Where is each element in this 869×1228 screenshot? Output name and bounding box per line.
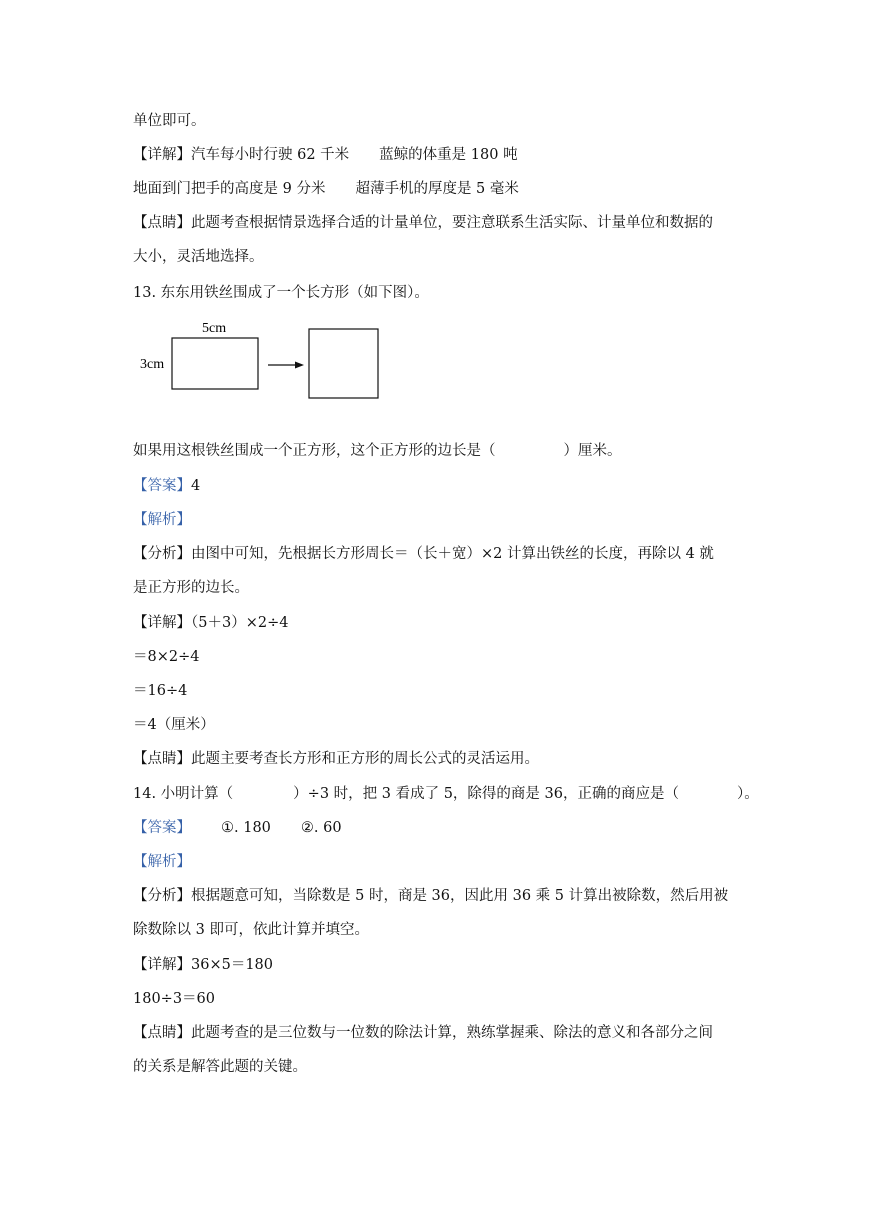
analysis-13-line-2: 是正方形的边长。	[133, 580, 249, 596]
question-14-end: ）。	[737, 786, 759, 802]
question-14-start: 14. 小明计算（	[133, 786, 234, 802]
rectangle-to-square-figure	[138, 318, 388, 404]
height-label: 3cm	[140, 357, 165, 372]
analysis-heading-14: 【解析】	[133, 854, 191, 870]
calc-14-step-2: 180÷3＝60	[133, 991, 216, 1007]
text-line: 单位即可。	[133, 113, 206, 129]
question-13-blank-line	[133, 441, 622, 461]
analysis-heading-13: 【解析】	[133, 512, 191, 528]
question-14-middle: ）÷3 时，把 3 看成了 5，除得的商是 36，正确的商应是（	[293, 786, 679, 802]
calc-13-step-2: ＝8×2÷4	[133, 649, 200, 665]
detail-line-1	[133, 145, 518, 165]
question-14	[133, 784, 759, 804]
answer-value: 4	[191, 478, 201, 494]
rectangle-shape	[172, 338, 258, 389]
arrow-head-icon	[295, 362, 304, 369]
analysis-14-line-2: 除数除以 3 即可，依此计算并填空。	[133, 922, 369, 938]
remark-14-line-1: 【点睛】此题考查的是三位数与一位数的除法计算，熟练掌握乘、除法的意义和各部分之间	[133, 1025, 713, 1041]
answer-14	[133, 818, 342, 838]
calc-13-step-1: 【详解】（5＋3）×2÷4	[133, 615, 289, 631]
remark-line-1: 【点睛】此题考查根据情景选择合适的计量单位，要注意联系生活实际、计量单位和数据的	[133, 215, 713, 231]
answer-value-2: ②. 60	[300, 820, 342, 836]
question-13-text: 如果用这根铁丝围成一个正方形，这个正方形的边长是（	[133, 443, 496, 459]
remark-13: 【点睛】此题主要考查长方形和正方形的周长公式的灵活运用。	[133, 751, 539, 767]
question-13: 13. 东东用铁丝围成了一个长方形（如下图）。	[133, 285, 429, 301]
detail-whale-weight: 蓝鲸的体重是 180 吨	[379, 147, 518, 163]
calc-13-step-4: ＝4（厘米）	[133, 717, 215, 733]
question-13-unit: ）厘米。	[563, 443, 622, 459]
answer-value-1: ①. 180	[221, 820, 271, 836]
answer-13	[133, 476, 200, 496]
width-label: 5cm	[202, 321, 227, 336]
calc-14-step-1: 【详解】36×5＝180	[133, 957, 274, 973]
detail-phone-thickness: 超薄手机的厚度是 5 毫米	[355, 181, 519, 197]
detail-door-height: 地面到门把手的高度是 9 分米	[133, 181, 326, 197]
square-shape	[309, 329, 378, 398]
detail-car-speed: 【详解】汽车每小时行驶 62 千米	[133, 147, 350, 163]
analysis-14-line-1: 【分析】根据题意可知，当除数是 5 时，商是 36，因此用 36 乘 5 计算出被除数，然后用被	[133, 888, 729, 904]
remark-line-2: 大小，灵活地选择。	[133, 249, 264, 265]
answer-label: 【答案】	[133, 478, 191, 494]
remark-14-line-2: 的关系是解答此题的关键。	[133, 1059, 307, 1075]
analysis-13-line-1: 【分析】由图中可知，先根据长方形周长＝（长＋宽）×2 计算出铁丝的长度，再除以 4 就	[133, 546, 714, 562]
detail-line-2	[133, 179, 519, 199]
calc-13-step-3: ＝16÷4	[133, 683, 188, 699]
answer-label: 【答案】	[133, 820, 191, 836]
